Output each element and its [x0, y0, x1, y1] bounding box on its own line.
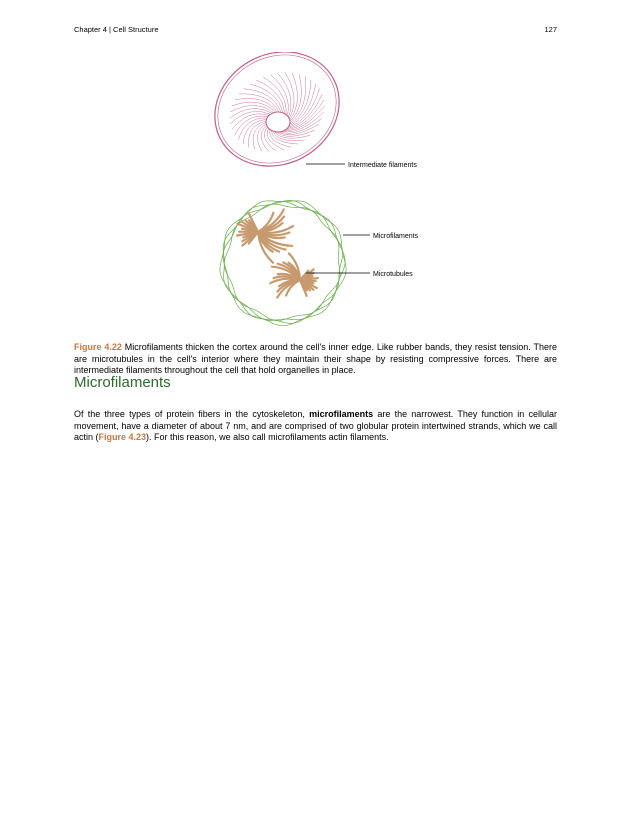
microtubules-label: Microtubules — [373, 271, 413, 278]
intermediate-filament-strand — [289, 84, 316, 126]
intermediate-filament-strand — [286, 100, 324, 130]
figure-caption — [74, 342, 557, 377]
figure-reference-link[interactable]: Figure 4.23 — [98, 432, 147, 443]
cortex-cell — [220, 200, 346, 325]
intermediate-filament-strand — [288, 89, 320, 128]
intermediate-filament-strand — [235, 98, 277, 112]
paragraph-part-3: ). For this reason, we also call microfilaments actin filaments. — [146, 432, 389, 443]
intermediate-filament-strand — [244, 89, 281, 113]
cytoskeleton-figure — [200, 52, 440, 334]
body-paragraph — [74, 409, 557, 444]
paragraph-part-2: are the narrowest. They function in cellular movement, have a diameter of about 7 nm, and are comprised of two globular protein intertwined strands, which we call actin ( — [74, 409, 557, 443]
section-heading: Microfilaments — [74, 374, 171, 391]
intermediate-filament-strand — [248, 121, 266, 147]
figure-label[interactable]: Figure 4.22 — [74, 342, 122, 352]
microfilaments-label: Microfilaments — [373, 233, 419, 240]
nucleus-hole — [266, 112, 290, 132]
caption-text: Microfilaments thicken the cortex around the cell's inner edge. Like rubber bands, they resist tension. There are microtubules in the cell's interior where they maintain their shape by resisting compressive forces. There are intermediate filaments throughout the cell that hold organelles in place. — [74, 342, 557, 376]
page-number: 127 — [544, 25, 557, 34]
key-term: microfilaments — [309, 409, 374, 419]
microtubule-bundle-lower — [270, 253, 318, 297]
intermediate-filament-strand — [232, 102, 276, 112]
intermediate-filament-strand — [290, 74, 301, 121]
intermediate-filaments-label: Intermediate filaments — [348, 162, 417, 169]
intermediate-filament-strand — [230, 109, 273, 119]
chapter-title: Chapter 4 | Cell Structure — [74, 25, 159, 34]
microtubule-bundle-upper — [237, 210, 293, 263]
intermediate-filament-cell — [200, 52, 359, 188]
paragraph-part-1: Of the three types of protein fibers in the cytoskeleton, — [74, 409, 310, 419]
